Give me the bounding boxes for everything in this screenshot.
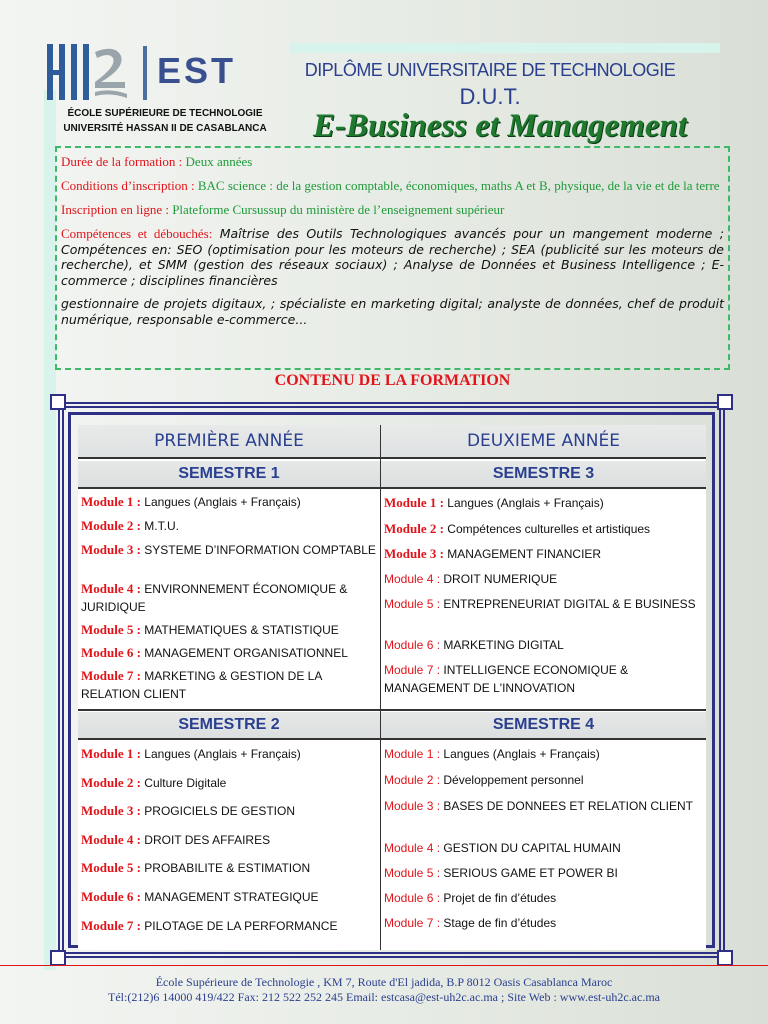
module-row	[81, 831, 377, 849]
module-row	[384, 494, 702, 512]
contenu-title: CONTENU DE LA FORMATION	[274, 372, 511, 389]
module-name: DROIT DES AFFAIRES	[144, 833, 271, 847]
footer-address: École Supérieure de Technologie , KM 7, Route d'El jadida, B.P 8012 Oasis Casablanca Maroc	[155, 975, 613, 989]
diploma-title: DIPLÔME UNIVERSITAIRE DE TECHNOLOGIE	[304, 60, 676, 80]
module-row	[81, 493, 377, 511]
module-row	[81, 745, 377, 763]
module-name: MANAGEMENT ORGANISATIONNEL	[144, 646, 348, 660]
footer-contact: Tél:(212)6 14000 419/422 Fax: 212 522 252 245 Email: estcasa@est-uh2c.ac.ma ; Site Web : www.est-uh2c.ac.ma	[108, 990, 660, 1004]
duree-label: Durée de la formation :	[61, 154, 183, 169]
module-name: M.T.U.	[144, 519, 179, 533]
info-box	[55, 146, 730, 370]
module-label: Module 4 :	[81, 832, 141, 847]
module-label: Module 6 :	[384, 891, 441, 905]
dut-title: D.U.T.	[459, 84, 521, 109]
module-name: SYSTEME D’INFORMATION COMPTABLE	[144, 543, 376, 557]
module-label: Module 5 :	[81, 860, 141, 875]
program-title: E-Business et Management	[312, 108, 688, 144]
uh2c-logo-icon	[45, 42, 135, 104]
module-name: ENTREPRENEURIAT DIGITAL & E BUSINESS	[443, 597, 696, 611]
est-logo	[40, 40, 290, 140]
module-label: Module 5 :	[81, 622, 141, 637]
module-label: Module 3 :	[384, 546, 444, 561]
module-label: Module 4 :	[384, 841, 441, 855]
module-name: GESTION DU CAPITAL HUMAIN	[443, 841, 621, 855]
module-name: ENVIRONNEMENT ÉCONOMIQUE & JURIDIQUE	[81, 582, 348, 614]
module-row	[384, 864, 702, 882]
module-name: Compétences culturelles et artistiques	[447, 522, 651, 536]
module-row	[81, 517, 377, 535]
sem3-header: SEMESTRE 3	[381, 461, 706, 487]
conditions-label: Conditions d’inscription :	[61, 178, 195, 193]
module-name: Projet de fin d’études	[443, 891, 557, 905]
inscription-label: Inscription en ligne :	[61, 202, 169, 217]
inscription-value: Plateforme Cursussup du ministère de l’enseignement supérieur	[172, 202, 505, 217]
module-label: Module 6 :	[81, 889, 141, 904]
inscription-line	[61, 202, 724, 218]
sem2-header: SEMESTRE 2	[78, 712, 380, 738]
module-row	[81, 802, 377, 820]
module-name: BASES DE DONNEES ET RELATION CLIENT	[443, 799, 694, 813]
module-label: Module 4 :	[81, 581, 141, 596]
table-divider	[78, 709, 706, 711]
logo-university-name: UNIVERSITÉ HASSAN II DE CASABLANCA	[63, 123, 267, 134]
debouches-line: gestionnaire de projets digitaux, ; spécialiste en marketing digital; analyste de données, chef de produit numérique, responsable e-commerce...	[61, 296, 724, 327]
logo-est-text: EST	[157, 50, 237, 91]
module-label: Module 3 :	[384, 799, 441, 813]
module-label: Module 5 :	[384, 866, 441, 880]
module-name: Développement personnel	[443, 773, 584, 787]
sem1-header: SEMESTRE 1	[78, 461, 380, 487]
table-divider	[78, 738, 706, 740]
module-name: Langues (Anglais + Français)	[443, 747, 600, 761]
module-label: Module 6 :	[384, 638, 441, 652]
module-row	[384, 889, 702, 907]
module-label: Module 3 :	[81, 542, 141, 557]
module-label: Module 1 :	[81, 494, 141, 509]
year1-header: PREMIÈRE ANNÉE	[78, 425, 380, 457]
module-label: Module 4 :	[384, 572, 441, 586]
duree-value: Deux années	[185, 154, 253, 169]
module-name: Stage de fin d’études	[443, 916, 557, 930]
module-row	[384, 771, 702, 789]
module-row	[81, 888, 377, 906]
module-row	[81, 580, 377, 616]
competences-value: Maîtrise des Outils Technologiques avancés pour un mangement moderne ; Compétences en: SEO (optimisation pour les moteurs de recherche) ; SEA (publicité sur les moteurs de recherche), et SMM (gestion des réseaux sociaux) ; Analyse de Données et Business Intelligence ; E-commerce ; disciplines financières	[61, 226, 724, 288]
module-label: Module 2 :	[81, 775, 141, 790]
module-name: DROIT NUMERIQUE	[443, 572, 558, 586]
module-label: Module 1 :	[384, 495, 444, 510]
table-divider	[78, 487, 706, 489]
module-label: Module 2 :	[384, 521, 444, 536]
module-label: Module 7 :	[81, 668, 141, 683]
sem4-header: SEMESTRE 4	[381, 712, 706, 738]
module-name: MANAGEMENT FINANCIER	[447, 547, 602, 561]
module-row	[81, 541, 377, 559]
table-divider	[78, 457, 706, 459]
module-label: Module 2 :	[81, 518, 141, 533]
module-row	[81, 774, 377, 792]
module-label: Module 1 :	[384, 747, 441, 761]
module-row	[384, 545, 702, 563]
frame-corner	[50, 394, 66, 410]
competences-line	[61, 226, 724, 288]
module-row	[384, 636, 702, 654]
frame-corner	[717, 394, 733, 410]
module-row	[81, 644, 377, 662]
frame-corner	[717, 950, 733, 966]
module-name: MANAGEMENT STRATEGIQUE	[144, 890, 319, 904]
module-label: Module 3 :	[81, 803, 141, 818]
module-label: Module 2 :	[384, 773, 441, 787]
module-name: MATHEMATIQUES & STATISTIQUE	[144, 623, 339, 637]
module-row	[81, 859, 377, 877]
module-name: MARKETING & GESTION DE LA RELATION CLIENT	[81, 669, 322, 701]
duree-line	[61, 154, 724, 170]
module-row	[384, 661, 702, 697]
logo-school-name: ÉCOLE SUPÉRIEURE DE TECHNOLOGIE	[67, 108, 263, 119]
competences-label: Compétences et débouchés:	[61, 226, 213, 241]
module-row	[384, 839, 702, 857]
module-row	[81, 621, 377, 639]
module-name: Langues (Anglais + Français)	[447, 496, 604, 510]
module-row	[81, 667, 377, 703]
module-label: Module 5 :	[384, 597, 441, 611]
curriculum-table	[78, 425, 706, 950]
module-label: Module 7 :	[384, 663, 441, 677]
footer-separator	[0, 965, 768, 966]
module-label: Module 1 :	[81, 746, 141, 761]
module-name: PROBABILITE & ESTIMATION	[144, 861, 311, 875]
module-row	[81, 917, 377, 935]
module-name: PILOTAGE DE LA PERFORMANCE	[144, 919, 338, 933]
module-name: Langues (Anglais + Français)	[144, 747, 301, 761]
logo-separator	[143, 46, 147, 100]
module-name: MARKETING DIGITAL	[443, 638, 564, 652]
module-row	[384, 745, 702, 763]
module-name: PROGICIELS DE GESTION	[144, 804, 295, 818]
module-label: Module 7 :	[81, 918, 141, 933]
frame-corner	[50, 950, 66, 966]
module-name: Culture Digitale	[144, 776, 227, 790]
module-label: Module 7 :	[384, 916, 441, 930]
module-name: SERIOUS GAME ET POWER BI	[443, 866, 618, 880]
module-label: Module 6 :	[81, 645, 141, 660]
table-column-divider	[380, 425, 381, 950]
module-row	[384, 797, 702, 815]
conditions-line	[61, 178, 724, 194]
module-row	[384, 570, 702, 588]
decorative-top-bar	[290, 43, 720, 53]
module-row	[384, 914, 702, 932]
module-row	[384, 595, 702, 613]
module-name: Langues (Anglais + Français)	[144, 495, 301, 509]
year2-header: DEUXIEME ANNÉE	[381, 425, 706, 457]
module-name: INTELLIGENCE ECONOMIQUE & MANAGEMENT DE L'INNOVATION	[384, 663, 629, 695]
conditions-value: BAC science : de la gestion comptable, économiques, maths A et B, physique, de la vie et de la terre	[197, 178, 720, 193]
module-row	[384, 520, 702, 538]
